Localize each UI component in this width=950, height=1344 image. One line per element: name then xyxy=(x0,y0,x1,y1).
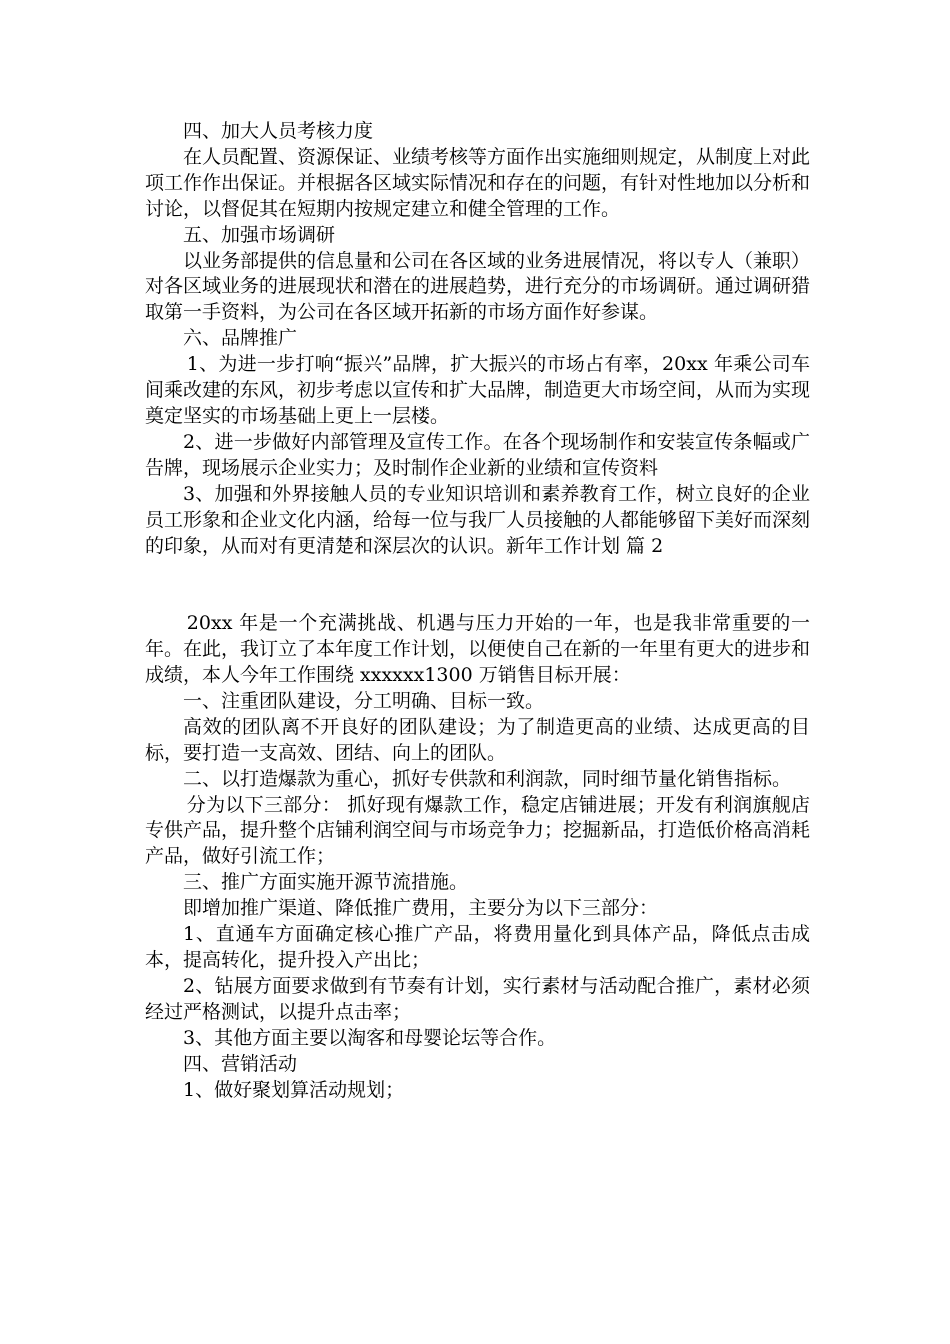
paragraph-market-research: 以业务部提供的信息量和公司在各区域的业务进展情况，将以专人（兼职）对各区域业务的进展现状和潜在的进展趋势，进行充分的市场调研。通过调研猎取第一手资料，为公司在各区域开拓新的市场方面作好参谋。 xyxy=(145,249,811,324)
paragraph-plan-intro: 20xx 年是一个充满挑战、机遇与压力开始的一年，也是我非常重要的一年。在此，我订立了本年度工作计划，以便使自己在新的一年里有更大的进步和成绩，本人今年工作围绕 xxxxxx1300 万销售目标开展： xyxy=(145,612,811,687)
paragraph-three-parts: 分为以下三部分： 抓好现有爆款工作，稳定店铺进展；开发有利润旗舰店专供产品，提升整个店铺利润空间与市场竞争力；挖掘新品，打造低价格高消耗产品，做好引流工作； xyxy=(145,793,811,868)
paragraph-staff-assessment: 在人员配置、资源保证、业绩考核等方面作出实施细则规定，从制度上对此项工作作出保证。并根据各区域实际情况和存在的问题，有针对性地加以分析和讨论，以督促其在短期内按规定建立和健全管理的工作。 xyxy=(145,145,811,220)
plan-heading-4: 四、营销活动 xyxy=(183,1052,298,1075)
plan-heading-2: 二、以打造爆款为重心，抓好专供款和利润款，同时细节量化销售指标。 xyxy=(183,767,792,790)
plan-heading-1: 一、注重团队建设，分工明确、目标一致。 xyxy=(183,689,545,712)
plan-heading-3: 三、推广方面实施开源节流措施。 xyxy=(183,871,469,894)
section-heading-4: 四、加大人员考核力度 xyxy=(183,120,374,142)
paragraph-promotion-2: 2、钻展方面要求做到有节奏有计划，实行素材与活动配合推广，素材必须经过严格测试，以提升点击率； xyxy=(145,974,810,1023)
paragraph-brand-1: 1、为进一步打响“振兴”品牌，扩大振兴的市场占有率，20xx 年乘公司车间乘改建的东风，初步考虑以宣传和扩大品牌，制造更大市场空间，从而为实现奠定坚实的市场基础上更上一层楼。 xyxy=(145,353,811,427)
document-body xyxy=(145,119,810,1103)
paragraph-promotion-1: 1、直通车方面确定核心推广产品，将费用量化到具体产品，降低点击成本，提高转化，提升投入产出比； xyxy=(145,923,810,971)
section-heading-5: 五、加强市场调研 xyxy=(183,223,336,246)
paragraph-brand-2: 2、进一步做好内部管理及宣传工作。在各个现场制作和安装宣传条幅或广告牌，现场展示企业实力；及时制作企业新的业绩和宣传资料 xyxy=(145,430,810,479)
section-heading-6: 六、品牌推广 xyxy=(183,327,298,350)
paragraph-brand-3: 3、加强和外界接触人员的专业知识培训和素养教育工作，树立良好的企业员工形象和企业文化内涵，给每一位与我厂人员接触的人都能够留下美好而深刻的印象，从而对有更清楚和深层次的认识。新年工作计划 篇 2 xyxy=(145,482,811,557)
paragraph-promotion-channels: 即增加推广渠道、降低推广费用，主要分为以下三部分： xyxy=(183,897,659,920)
blank-spacer xyxy=(145,559,810,611)
paragraph-team-building: 高效的团队离不开良好的团队建设；为了制造更高的业绩、达成更高的目标，要打造一支高效、团结、向上的团队。 xyxy=(145,715,810,764)
paragraph-promotion-3: 3、其他方面主要以淘客和母婴论坛等合作。 xyxy=(183,1026,557,1049)
paragraph-marketing-1: 1、做好聚划算活动规划； xyxy=(183,1078,405,1101)
